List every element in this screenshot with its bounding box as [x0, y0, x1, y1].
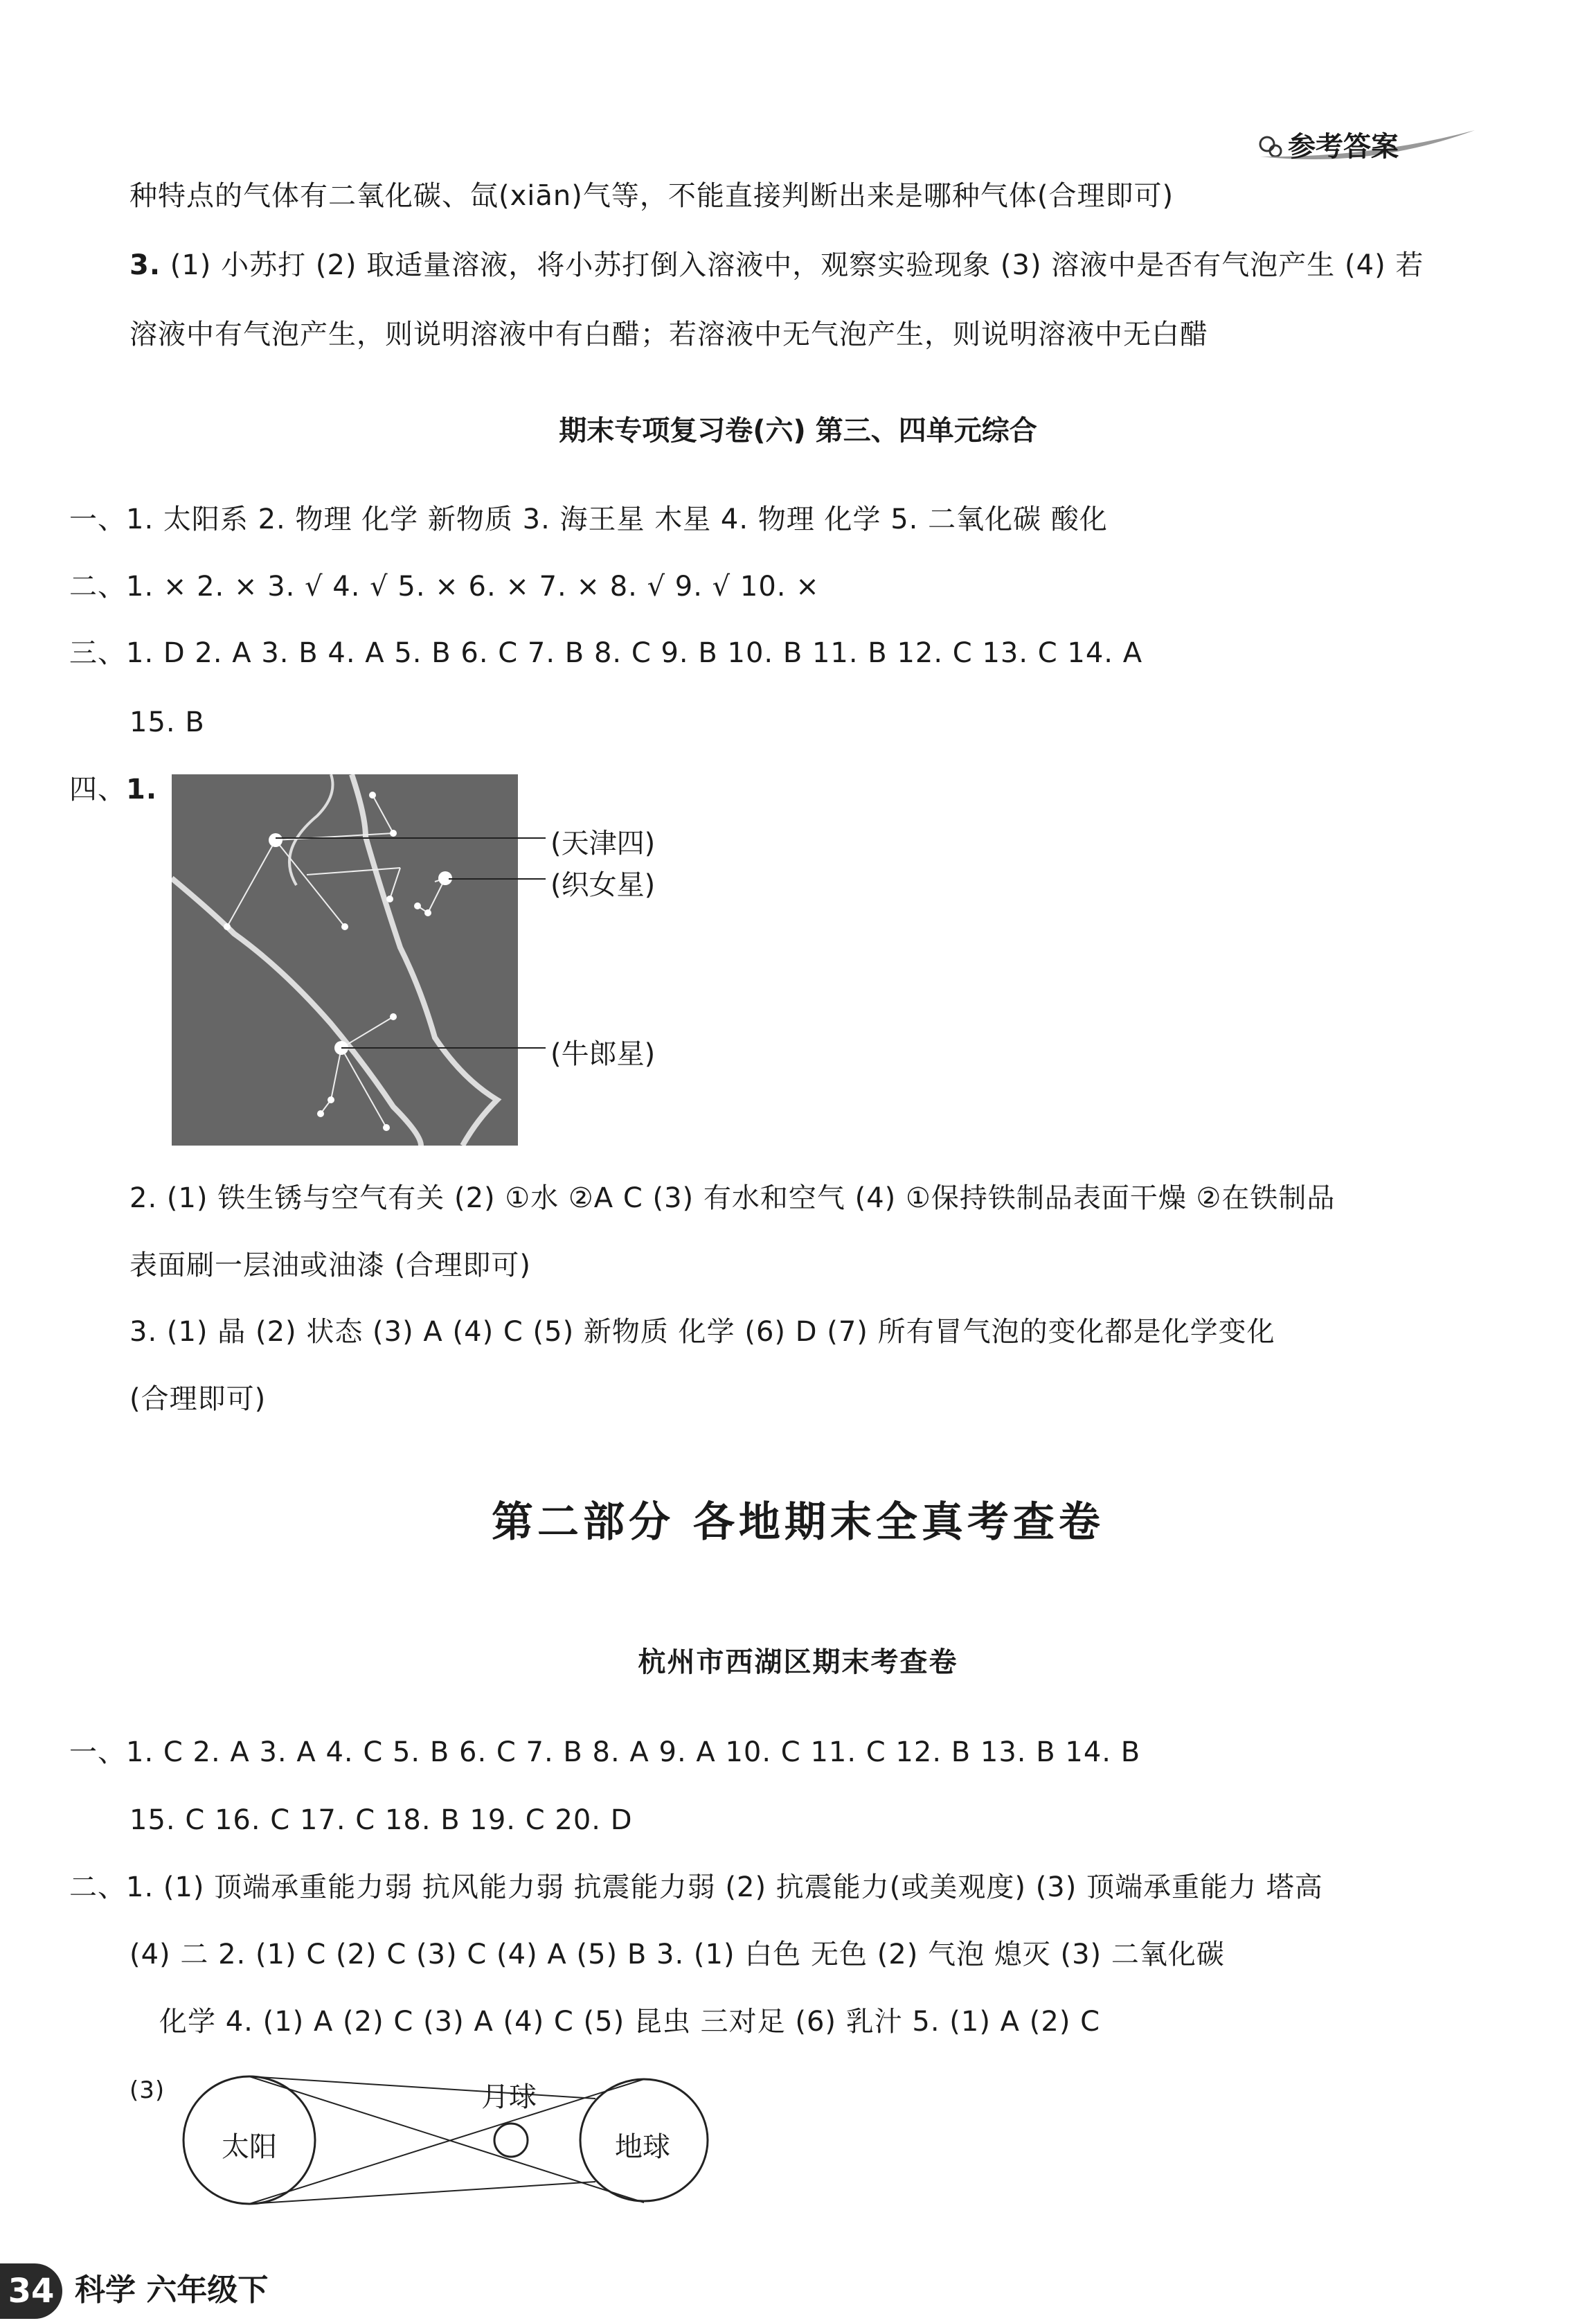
header-badge: [1246, 116, 1475, 165]
section6-a2: 2. (1) 铁生锈与空气有关 (2) ①水 ②A C (3) 有水和空气 (4) ①保持铁制品表面干燥 ②在铁制品: [129, 1182, 1336, 1214]
star-label-altair: (牛郎星): [550, 1038, 656, 1070]
section6-q2: [69, 569, 820, 604]
section6-a3b: (合理即可): [129, 1383, 267, 1415]
section6-a3: 3. (1) 晶 (2) 状态 (3) A (4) C (5) 新物质 化学 (6) D (7) 所有冒气泡的变化都是化学变化: [129, 1316, 1275, 1348]
hangzhou-q1-prefix: 一、: [69, 1736, 126, 1768]
section6-title: 期末专项复习卷(六) 第三、四单元综合: [559, 415, 1037, 447]
hangzhou-q2d-prefix: (3): [129, 2076, 165, 2104]
footer-subject: 科学 六年级下: [75, 2272, 269, 2308]
intro-q3-number: 3.: [129, 249, 161, 281]
section6-q4-number: 1.: [126, 774, 158, 806]
hangzhou-q2-answers: 1. (1) 顶端承重能力弱 抗风能力弱 抗震能力弱 (2) 抗震能力(或美观度) (3) 顶端承重能力 塔高: [126, 1871, 1323, 1903]
diagram-moon-label: 月球: [481, 2081, 537, 2113]
star-label-deneb: (天津四): [550, 828, 656, 860]
hangzhou-title: 杭州市西湖区期末考查卷: [638, 1646, 958, 1678]
diagram-earth-label: 地球: [615, 2131, 670, 2163]
section6-q3-answers: 1. D 2. A 3. B 4. A 5. B 6. C 7. B 8. C 9. B 10. B 11. B 12. C 13. C 14. A: [126, 637, 1143, 669]
section6-q3: [69, 636, 1142, 670]
section6-q1-answers: 1. 太阳系 2. 物理 化学 新物质 3. 海王星 木星 4. 物理 化学 5. 二氧化碳 酸化: [126, 504, 1108, 535]
intro-line-2: [129, 248, 1424, 283]
section6-q4: [69, 772, 157, 807]
section6-q1-prefix: 一、: [69, 504, 126, 535]
intro-line-1: 种特点的气体有二氧化碳、氙(xiān)气等，不能直接判断出来是哪种气体(合理即可): [129, 180, 1174, 212]
section6-q3b: 15. B: [129, 706, 205, 738]
intro-line-3: 溶液中有气泡产生，则说明溶液中有白醋；若溶液中无气泡产生，则说明溶液中无白醋: [129, 319, 1208, 350]
star-label-vega: (织女星): [550, 869, 656, 901]
header-label: 参考答案: [1288, 132, 1399, 162]
hangzhou-q1-answers: 1. C 2. A 3. A 4. C 5. B 6. C 7. B 8. A 9. A 10. C 11. C 12. B 13. B 14. B: [126, 1736, 1141, 1768]
intro-q3-text: (1) 小苏打 (2) 取适量溶液，将小苏打倒入溶液中，观察实验现象 (3) 溶液中是否有气泡产生 (4) 若: [170, 249, 1424, 281]
hangzhou-q2: [69, 1870, 1323, 1905]
hangzhou-q1: [69, 1735, 1140, 1770]
hangzhou-q2-prefix: 二、: [69, 1871, 126, 1903]
section6-q2-prefix: 二、: [69, 571, 126, 603]
section6-q2-answers: 1. × 2. × 3. √ 4. √ 5. × 6. × 7. × 8. √ 9. √ 10. ×: [126, 571, 820, 603]
section6-a2b: 表面刷一层油或油漆 (合理即可): [129, 1249, 531, 1281]
diagram-sun-label: 太阳: [222, 2131, 277, 2163]
page-number: 34: [0, 2263, 62, 2319]
section6-q3-prefix: 三、: [69, 637, 126, 669]
hangzhou-q2c: 化学 4. (1) A (2) C (3) A (4) C (5) 昆虫 三对足 (6) 乳汁 5. (1) A (2) C: [159, 2006, 1101, 2038]
star-leader-lines: [276, 817, 553, 1067]
hangzhou-q1b: 15. C 16. C 17. C 18. B 19. C 20. D: [129, 1804, 633, 1836]
section6-q4-prefix: 四、: [69, 774, 126, 806]
hangzhou-q2b: (4) 二 2. (1) C (2) C (3) C (4) A (5) B 3. (1) 白色 无色 (2) 气泡 熄灭 (3) 二氧化碳: [129, 1939, 1225, 1970]
section6-q1: [69, 502, 1108, 537]
part2-title: 第二部分 各地期末全真考查卷: [492, 1498, 1104, 1547]
